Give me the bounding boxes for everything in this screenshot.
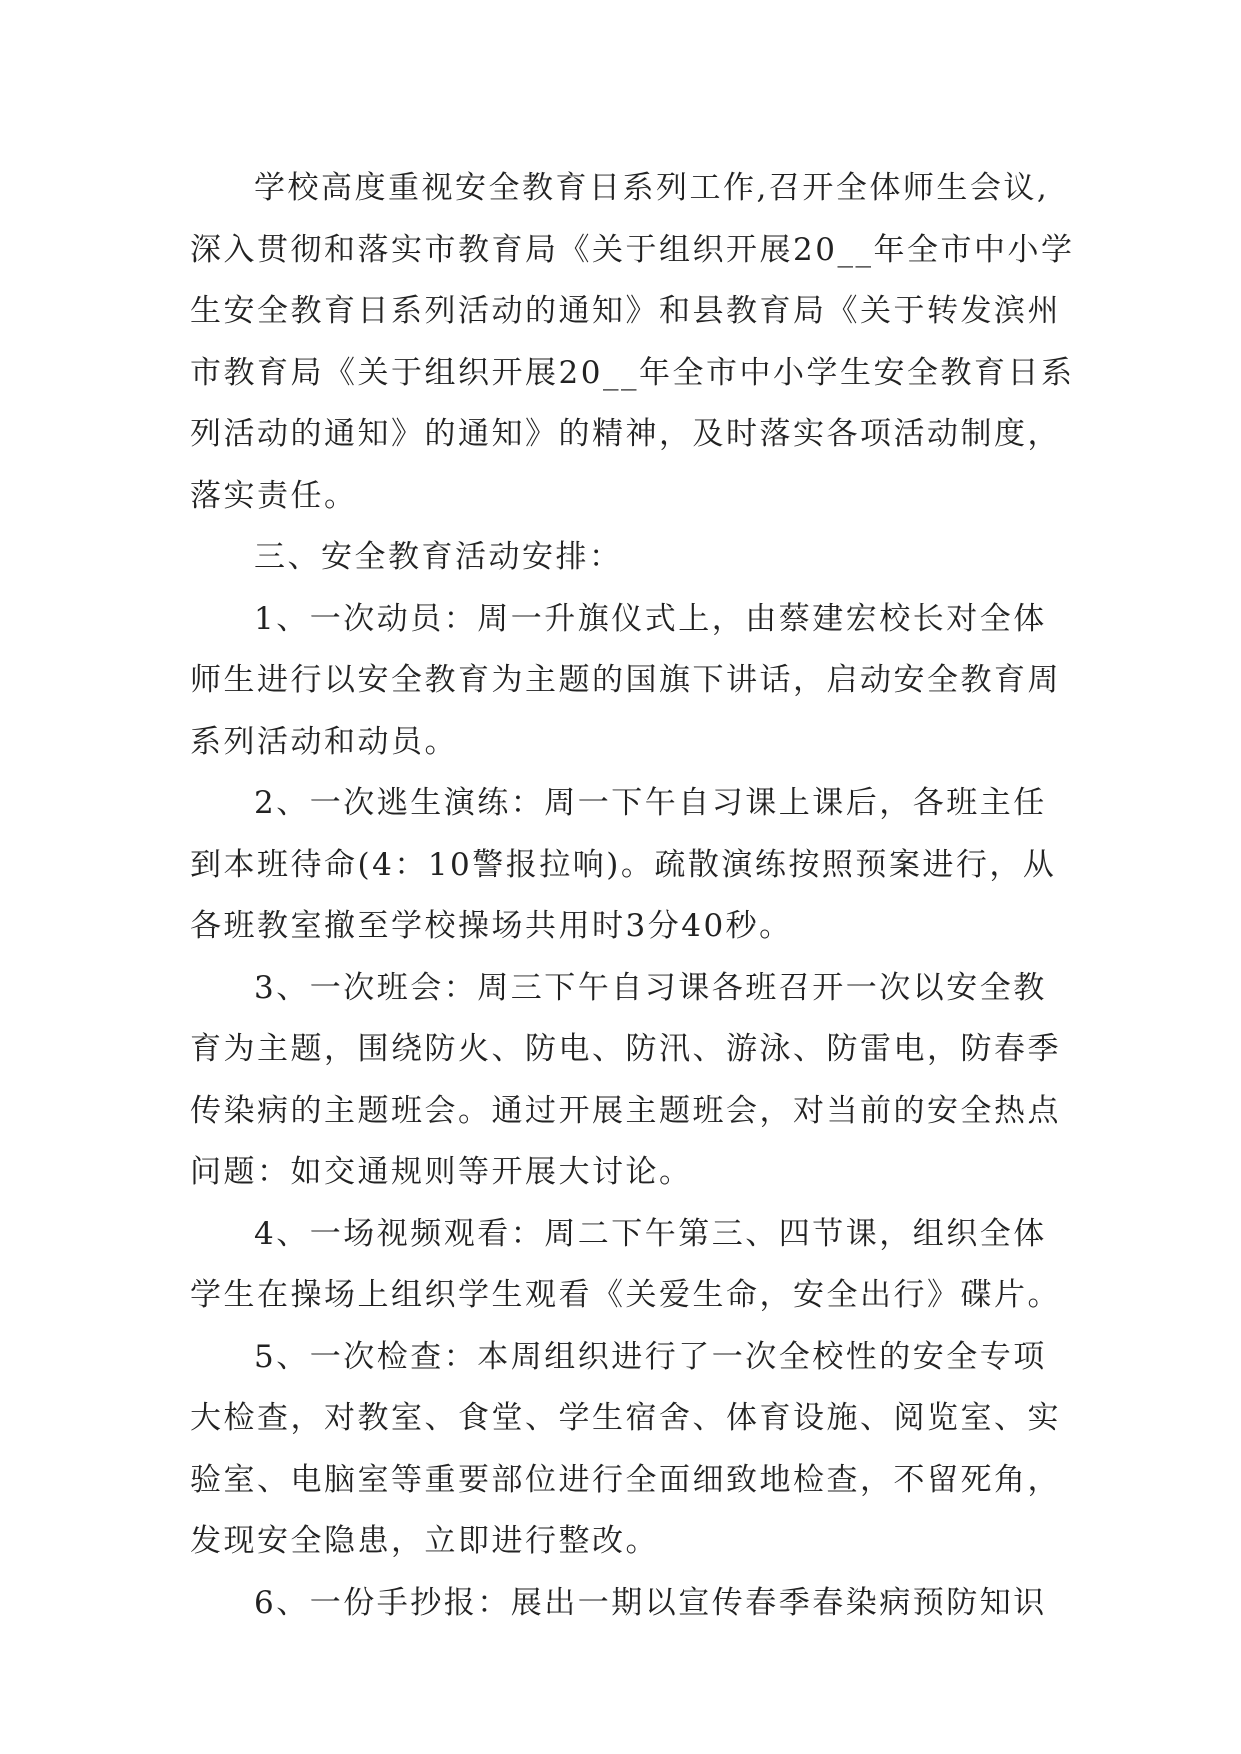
- text-line: 师生进行以安全教育为主题的国旗下讲话，启动安全教育周: [190, 662, 1061, 698]
- text-line: 到本班待命(4：10警报拉响)。疏散演练按照预案进行，从: [190, 846, 1057, 883]
- text-line: 传染病的主题班会。通过开展主题班会，对当前的安全热点: [190, 1092, 1061, 1129]
- text-line: 生安全教育日系列活动的通知》和县教育局《关于转发滨州: [190, 293, 1061, 329]
- text-line: 1、一次动员：周一升旗仪式上，由蔡建宏校长对全体: [254, 600, 1047, 637]
- text-line: 学生在操场上组织学生观看《关爱生命，安全出行》碟片。: [190, 1277, 1061, 1313]
- document-body: [190, 158, 1080, 1634]
- text-line: 3、一次班会：周三下午自习课各班召开一次以安全教: [254, 969, 1047, 1006]
- text-line: 问题：如交通规则等开展大讨论。: [190, 1154, 693, 1190]
- text-line: 学校高度重视安全教育日系列工作,召开全体师生会议,: [254, 170, 1050, 206]
- text-line: 育为主题，围绕防火、防电、防汛、游泳、防雷电，防春季: [190, 1031, 1061, 1067]
- text-line: 深入贯彻和落实市教育局《关于组织开展20__年全市中小学: [190, 231, 1075, 268]
- text-line: 大检查，对教室、食堂、学生宿舍、体育设施、阅览室、实: [190, 1400, 1061, 1436]
- text-line: 列活动的通知》的通知》的精神，及时落实各项活动制度，: [190, 416, 1061, 452]
- text-line: 4、一场视频观看：周二下午第三、四节课，组织全体: [254, 1215, 1047, 1252]
- text-line: 落实责任。: [190, 477, 358, 514]
- text-line: 发现安全隐患，立即进行整改。: [190, 1523, 659, 1559]
- text-line: 验室、电脑室等重要部位进行全面细致地检查，不留死角，: [190, 1461, 1061, 1498]
- text-line: 市教育局《关于组织开展20__年全市中小学生安全教育日系: [190, 354, 1075, 391]
- text-line: 5、一次检查：本周组织进行了一次全校性的安全专项: [254, 1338, 1047, 1375]
- text-line: 6、一份手抄报：展出一期以宣传春季春染病预防知识: [254, 1584, 1047, 1621]
- text-line: 系列活动和动员。: [190, 723, 458, 760]
- text-line: 各班教室撤至学校操场共用时3分40秒。: [190, 908, 793, 944]
- text-line: 2、一次逃生演练：周一下午自习课上课后，各班主任: [254, 785, 1047, 821]
- text-line: 三、安全教育活动安排：: [254, 539, 623, 575]
